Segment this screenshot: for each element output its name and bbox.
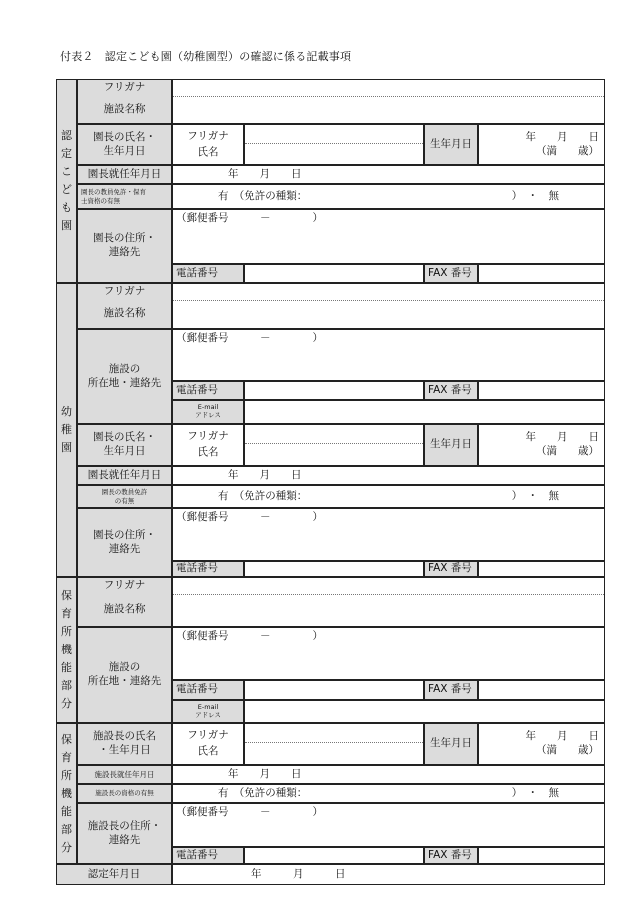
yochien-appoint-date-label: 園長就任年月日: [77, 466, 172, 485]
hoiku-license-yes-text: 有 （免許の種類：: [218, 786, 308, 799]
yochien-location-fax-label: FAX 番号: [424, 381, 478, 400]
kodomoen-birthdate-ymd: 年 月 日: [525, 130, 599, 143]
yochien-furigana-divider: [173, 300, 604, 301]
kodomoen-name-divider: [245, 143, 423, 144]
kodomoen-furigana-name-label: フリガナ 氏名: [172, 124, 244, 165]
yochien-head-name-label: 園長の氏名・ 生年月日: [77, 424, 172, 466]
yochien-fax-label: FAX 番号: [424, 561, 478, 577]
hoiku-furigana-divider: [173, 594, 604, 595]
nintei-date-field[interactable]: 年 月 日: [172, 864, 605, 885]
nintei-date-label: 認定年月日: [56, 864, 172, 885]
yochien-license-yes-text: 有 （免許の種類：: [218, 489, 308, 502]
kodomoen-license-no-text: ） ・ 無: [511, 189, 559, 202]
yochien-email-label: E-mail アドレス: [172, 400, 244, 424]
yochien-name-divider: [245, 443, 423, 444]
yochien-birthdate-field[interactable]: [478, 424, 605, 466]
hoiku-appoint-date-label: 施設長就任年月日: [77, 765, 172, 784]
yochien-license-no-text: ） ・ 無: [511, 489, 559, 502]
kodomoen-furigana-divider: [173, 96, 604, 97]
yochien-tel-label: 電話番号: [172, 561, 244, 577]
yochien-license-label: 園長の教員免許 の有無: [77, 485, 172, 508]
yochien-location-postal-field[interactable]: （郵便番号 － ）: [172, 329, 605, 381]
kodomoen-birthdate-field[interactable]: [478, 124, 605, 165]
hoiku-name-divider: [245, 742, 423, 743]
hoiku-birthdate-ymd: 年 月 日: [525, 730, 599, 743]
yochien-appoint-date-field[interactable]: 年 月 日: [172, 466, 605, 485]
hoiku-location-label: 施設の 所在地・連絡先: [77, 627, 172, 723]
kodomoen-furigana-label: フリガナ: [77, 79, 172, 96]
section-hoiku-1: 保 育 所 機 能 部 分: [56, 577, 77, 723]
kodomoen-age-text: （満 歳）: [536, 144, 599, 157]
hoiku-fax-label: FAX 番号: [424, 847, 478, 864]
hoiku-email-label: E-mail アドレス: [172, 700, 244, 723]
hoiku-appoint-date-field[interactable]: 年 月 日: [172, 765, 605, 784]
kodomoen-facility-name-label: 施設名称: [77, 96, 172, 124]
kodomoen-tel-label: 電話番号: [172, 264, 244, 283]
kodomoen-fax-field[interactable]: [478, 264, 605, 283]
hoiku-head-name-field[interactable]: [244, 723, 424, 765]
hoiku-facility-name-label: 施設名称: [77, 594, 172, 627]
kodomoen-license-yes-text: 有 （免許の種類：: [218, 189, 308, 202]
yochien-location-fax-field[interactable]: [478, 381, 605, 400]
yochien-facility-name-label: 施設名称: [77, 300, 172, 329]
hoiku-tel-field[interactable]: [244, 847, 424, 864]
kodomoen-tel-field[interactable]: [244, 264, 424, 283]
yochien-head-name-field[interactable]: [244, 424, 424, 466]
yochien-birthdate-label: 生年月日: [424, 424, 478, 466]
kodomoen-postal-field[interactable]: （郵便番号 － ）: [172, 209, 605, 264]
kodomoen-license-label: 園長の教員免許・保育 士資格の有無: [77, 184, 172, 209]
hoiku-birthdate-label: 生年月日: [424, 723, 478, 765]
hoiku-fax-field[interactable]: [478, 847, 605, 864]
section-yochien: 幼 稚 園: [56, 283, 77, 577]
yochien-license-field[interactable]: [172, 485, 605, 508]
hoiku-location-fax-field[interactable]: [478, 680, 605, 700]
kodomoen-birthdate-label: 生年月日: [424, 124, 478, 165]
yochien-facility-name-field[interactable]: [172, 283, 605, 329]
hoiku-license-no-text: ） ・ 無: [511, 786, 559, 799]
yochien-location-label: 施設の 所在地・連絡先: [77, 329, 172, 424]
hoiku-tel-label: 電話番号: [172, 847, 244, 864]
hoiku-email-field[interactable]: [244, 700, 605, 723]
hoiku-license-label: 施設長の資格の有無: [77, 784, 172, 803]
document-title: 付表２ 認定こども園（幼稚園型）の確認に係る記載事項: [60, 50, 352, 63]
hoiku-postal-field[interactable]: （郵便番号 － ）: [172, 803, 605, 847]
kodomoen-appoint-date-label: 園長就任年月日: [77, 165, 172, 184]
yochien-email-field[interactable]: [244, 400, 605, 424]
hoiku-location-fax-label: FAX 番号: [424, 680, 478, 700]
kodomoen-appoint-date-field[interactable]: 年 月 日: [172, 165, 605, 184]
kodomoen-license-field[interactable]: [172, 184, 605, 209]
hoiku-furigana-name-label: フリガナ 氏名: [172, 723, 244, 765]
hoiku-location-tel-field[interactable]: [244, 680, 424, 700]
kodomoen-facility-name-field[interactable]: [172, 79, 605, 124]
section-hoiku-2: 保 育 所 機 能 部 分: [56, 723, 77, 864]
yochien-postal-field[interactable]: （郵便番号 － ）: [172, 508, 605, 561]
yochien-fax-field[interactable]: [478, 561, 605, 577]
yochien-location-tel-field[interactable]: [244, 381, 424, 400]
hoiku-head-name-label: 施設長の氏名 ・生年月日: [77, 723, 172, 765]
yochien-tel-field[interactable]: [244, 561, 424, 577]
hoiku-furigana-label: フリガナ: [77, 577, 172, 594]
yochien-furigana-label: フリガナ: [77, 283, 172, 300]
kodomoen-head-name-label: 園長の氏名・ 生年月日: [77, 124, 172, 165]
yochien-furigana-name-label: フリガナ 氏名: [172, 424, 244, 466]
section-kodomoen: 認 定 こ ど も 園: [56, 79, 77, 283]
kodomoen-address-label: 園長の住所・ 連絡先: [77, 209, 172, 283]
hoiku-birthdate-field[interactable]: [478, 723, 605, 765]
hoiku-address-label: 施設長の住所・ 連絡先: [77, 803, 172, 864]
hoiku-license-field[interactable]: [172, 784, 605, 803]
yochien-age-text: （満 歳）: [536, 445, 599, 457]
kodomoen-fax-label: FAX 番号: [424, 264, 478, 283]
hoiku-location-postal-field[interactable]: （郵便番号 － ）: [172, 627, 605, 680]
yochien-birthdate-ymd: 年 月 日: [525, 431, 599, 444]
hoiku-location-tel-label: 電話番号: [172, 680, 244, 700]
hoiku-facility-name-field[interactable]: [172, 577, 605, 627]
yochien-location-tel-label: 電話番号: [172, 381, 244, 400]
yochien-address-label: 園長の住所・ 連絡先: [77, 508, 172, 577]
kodomoen-head-name-field[interactable]: [244, 124, 424, 165]
hoiku-age-text: （満 歳）: [536, 744, 599, 756]
